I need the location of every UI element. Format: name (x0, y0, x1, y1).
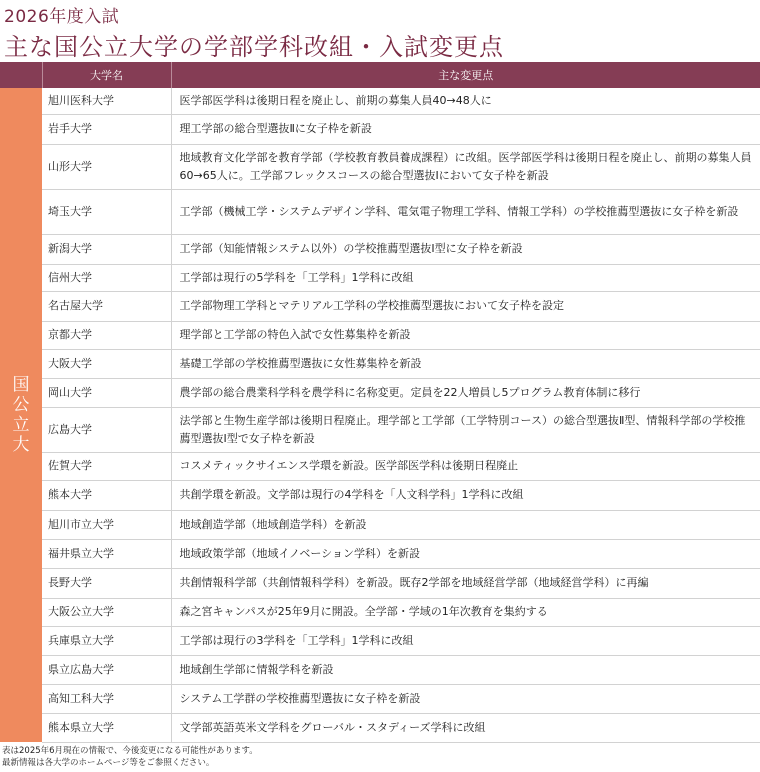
change-description: 地域創生学部に情報学科を新設 (171, 655, 760, 684)
table-body (0, 88, 760, 742)
change-description: 工学部（知能情報システム以外）の学校推薦型選抜Ⅰ型に女子枠を新設 (171, 234, 760, 264)
university-name: 岡山大学 (42, 378, 171, 407)
change-description: 工学部（機械工学・システムデザイン学科、電気電子物理工学科、情報工学科）の学校推薦型選抜に女子枠を新設 (171, 189, 760, 234)
table-row (0, 88, 760, 114)
university-name: 旭川市立大学 (42, 510, 171, 539)
change-description: 共創情報科学部（共創情報科学科）を新設。既存2学部を地域経営学部（地域経営学科）に再編 (171, 568, 760, 598)
table-row (0, 291, 760, 321)
university-name: 大阪公立大学 (42, 598, 171, 626)
table-row (0, 713, 760, 742)
table-row (0, 114, 760, 144)
page-title: 主な国公立大学の学部学科改組・入試変更点 (4, 33, 504, 61)
table-header-row (0, 62, 760, 88)
table-row (0, 378, 760, 407)
university-name: 福井県立大学 (42, 539, 171, 568)
university-name: 広島大学 (42, 407, 171, 452)
group-header-cell (0, 62, 42, 88)
university-name: 県立広島大学 (42, 655, 171, 684)
table-row (0, 626, 760, 655)
change-description: 工学部は現行の5学科を「工学科」1学科に改組 (171, 264, 760, 291)
university-name: 長野大学 (42, 568, 171, 598)
change-description: 地域教育文化学部を教育学部（学校教育教員養成課程）に改組。医学部医学科は後期日程を廃止し、前期の募集人員60→65人に。工学部フレックスコースの総合型選抜Ⅰにおいて女子枠を新設 (171, 144, 760, 189)
university-name: 岩手大学 (42, 114, 171, 144)
university-name: 埼玉大学 (42, 189, 171, 234)
changes-column-header: 主な変更点 (171, 62, 760, 88)
table-row (0, 264, 760, 291)
change-description: 理工学部の総合型選抜Ⅱに女子枠を新設 (171, 114, 760, 144)
table-row (0, 598, 760, 626)
university-name: 高知工科大学 (42, 684, 171, 713)
table-row (0, 655, 760, 684)
university-name: 兵庫県立大学 (42, 626, 171, 655)
group-label: 国公立大 (12, 375, 30, 455)
university-name: 名古屋大学 (42, 291, 171, 321)
change-description: 基礎工学部の学校推薦型選抜に女性募集枠を新設 (171, 349, 760, 378)
table-row (0, 684, 760, 713)
university-name: 京都大学 (42, 321, 171, 349)
university-name: 熊本県立大学 (42, 713, 171, 742)
change-description: 文学部英語英米文学科をグローバル・スタディーズ学科に改組 (171, 713, 760, 742)
university-name: 旭川医科大学 (42, 88, 171, 114)
university-name: 信州大学 (42, 264, 171, 291)
changes-table-container (0, 62, 760, 743)
university-name: 佐賀大学 (42, 452, 171, 480)
university-name: 山形大学 (42, 144, 171, 189)
change-description: 共創学環を新設。文学部は現行の4学科を「人文科学科」1学科に改組 (171, 480, 760, 510)
footnote-2: 最新情報は各大学のホームページ等をご参照ください。 (2, 758, 215, 768)
table-row (0, 144, 760, 189)
header (0, 0, 760, 62)
changes-table (0, 62, 760, 743)
table-row (0, 539, 760, 568)
change-description: 森之宮キャンパスが25年9月に開設。全学部・学域の1年次教育を集約する (171, 598, 760, 626)
change-description: 工学部は現行の3学科を「工学科」1学科に改組 (171, 626, 760, 655)
change-description: 工学部物理工学科とマテリアル工学科の学校推薦型選抜において女子枠を設定 (171, 291, 760, 321)
university-column-header: 大学名 (42, 62, 171, 88)
group-label-cell (0, 88, 42, 742)
change-description: 法学部と生物生産学部は後期日程廃止。理学部と工学部（工学特別コース）の総合型選抜Ⅱ型、情報科学部の学校推薦型選抜Ⅰ型で女子枠を新設 (171, 407, 760, 452)
change-description: 農学部の総合農業科学科を農学科に名称変更。定員を22人増員し5プログラム教育体制に移行 (171, 378, 760, 407)
subtitle: 2026年度入試 (4, 7, 120, 27)
table-row (0, 452, 760, 480)
table-row (0, 234, 760, 264)
table-row (0, 568, 760, 598)
change-description: 医学部医学科は後期日程を廃止し、前期の募集人員40→48人に (171, 88, 760, 114)
footnote-1: 表は2025年6月現在の情報で、今後変更になる可能性があります。 (2, 746, 258, 756)
table-row (0, 510, 760, 539)
table-row (0, 480, 760, 510)
university-name: 大阪大学 (42, 349, 171, 378)
table-row (0, 189, 760, 234)
change-description: 理学部と工学部の特色入試で女性募集枠を新設 (171, 321, 760, 349)
change-description: 地域政策学部（地域イノベーション学科）を新設 (171, 539, 760, 568)
table-row (0, 321, 760, 349)
university-name: 熊本大学 (42, 480, 171, 510)
university-name: 新潟大学 (42, 234, 171, 264)
footnotes (2, 745, 258, 769)
table-row (0, 349, 760, 378)
change-description: 地域創造学部（地域創造学科）を新設 (171, 510, 760, 539)
change-description: システム工学群の学校推薦型選抜に女子枠を新設 (171, 684, 760, 713)
table-row (0, 407, 760, 452)
change-description: コスメティックサイエンス学環を新設。医学部医学科は後期日程廃止 (171, 452, 760, 480)
